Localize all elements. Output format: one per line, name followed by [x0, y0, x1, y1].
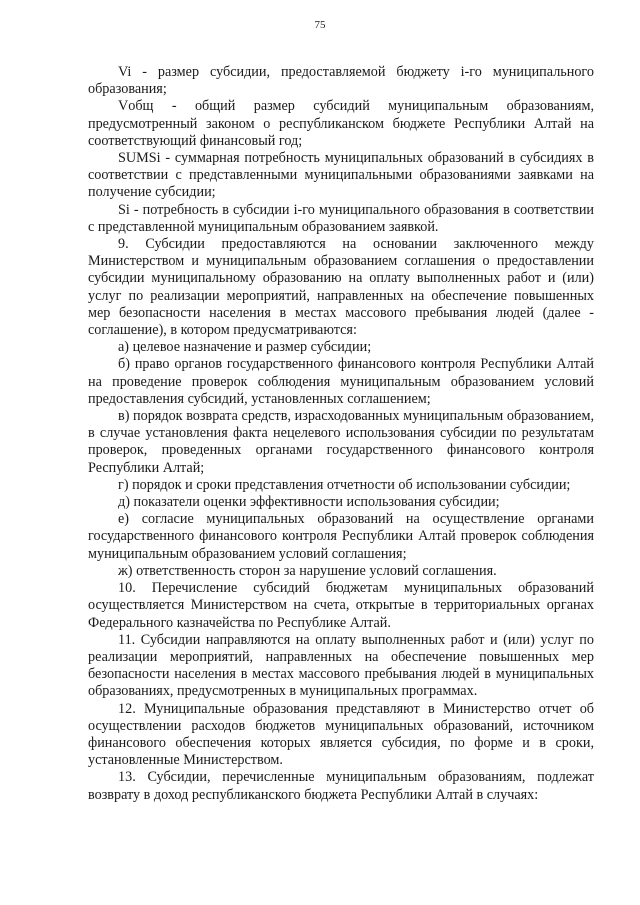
paragraph-vtotal-definition: Vобщ - общий размер субсидий муниципальным образованиям, предусмотренный законом о республиканском бюджете Республики Алтай на соответствующий финансовый год;: [88, 98, 594, 149]
paragraph-si-definition: Si - потребность в субсидии i-го муниципального образования в соответствии с представленной муниципальным образованием заявкой.: [88, 201, 594, 235]
paragraph-item-13: 13. Субсидии, перечисленные муниципальным образованиям, подлежат возврату в доход республиканского бюджета Республики Алтай в случаях:: [88, 769, 594, 803]
paragraph-subitem-e: е) согласие муниципальных образований на осуществление органами государственного финансового контроля Республики Алтай проверок соблюдения муниципальным образованием условий соглашения;: [88, 511, 594, 562]
paragraph-vi-definition: Vi - размер субсидии, предоставляемой бюджету i-го муниципального образования;: [88, 64, 594, 98]
paragraph-sumsi-definition: SUMSi - суммарная потребность муниципальных образований в субсидиях в соответствии с представленными муниципальными образованиями заявками на получение субсидии;: [88, 150, 594, 201]
paragraph-item-11: 11. Субсидии направляются на оплату выполненных работ и (или) услуг по реализации мероприятий, направленных на обеспечение повышенных мер безопасности населения в местах массового пребывания людей в муниципальных образованиях, предусмотренных в муниципальных программах.: [88, 631, 594, 700]
paragraph-item-10: 10. Перечисление субсидий бюджетам муниципальных образований осуществляется Министерством на счета, открытые в территориальных органах Федерального казначейства по Республике Алтай.: [88, 580, 594, 631]
paragraph-subitem-v: в) порядок возврата средств, израсходованных муниципальным образованием, в случае установления факта нецелевого использования субсидии по результатам проверок, проведенных органами государственного финансового контроля Республики Алтай;: [88, 408, 594, 476]
paragraph-item-12: 12. Муниципальные образования представляют в Министерство отчет об осуществлении расходов бюджетов муниципальных образований, источником финансового обеспечения которых является субсидия, по форме и в сроки, установленные Министерством.: [88, 700, 594, 769]
paragraph-subitem-zh: ж) ответственность сторон за нарушение условий соглашения.: [118, 562, 497, 579]
paragraph-subitem-a: а) целевое назначение и размер субсидии;: [118, 339, 372, 356]
document-body: [88, 64, 594, 804]
page-number: 75: [314, 19, 326, 31]
paragraph-item-9: 9. Субсидии предоставляются на основании заключенного между Министерством и муниципальным образованием соглашения о предоставлении субсидии муниципальному образованию на оплату выполненных работ и (или) услуг по реализации мероприятий, направленных на обеспечение повышенных мер безопасности населения в местах массового пребывания людей (далее - соглашение), в котором предусматриваются:: [88, 236, 594, 339]
paragraph-subitem-g: г) порядок и сроки представления отчетности об использовании субсидии;: [118, 476, 571, 493]
paragraph-subitem-d: д) показатели оценки эффективности использования субсидии;: [118, 494, 500, 511]
paragraph-subitem-b: б) право органов государственного финансового контроля Республики Алтай на проведение проверок соблюдения муниципальным образованием условий предоставления субсидий, установленных соглашением;: [88, 356, 594, 407]
